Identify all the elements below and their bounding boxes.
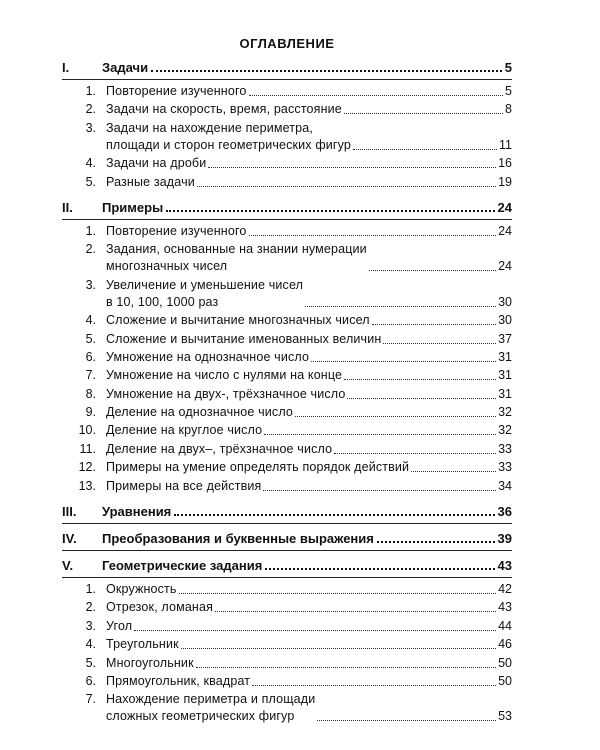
toc-entry[interactable] bbox=[62, 581, 512, 598]
section-divider bbox=[62, 550, 512, 551]
entry-number: 5. bbox=[85, 655, 96, 670]
toc-entry[interactable] bbox=[62, 618, 512, 635]
entry-title: Умножение на двух-, трёхзначное число bbox=[106, 386, 346, 401]
dot-leader bbox=[197, 186, 496, 187]
toc-entry[interactable] bbox=[62, 655, 512, 672]
toc-entry[interactable] bbox=[62, 83, 512, 100]
dot-leader bbox=[174, 514, 494, 516]
section-heading[interactable] bbox=[62, 554, 512, 573]
entry-number: 4. bbox=[85, 637, 96, 652]
section-page: 36 bbox=[497, 504, 512, 520]
toc-entry[interactable] bbox=[62, 223, 512, 240]
toc-entry[interactable] bbox=[62, 331, 512, 348]
entry-page: 32 bbox=[498, 405, 512, 420]
entry-title: Окружность bbox=[106, 582, 177, 597]
dot-leader bbox=[179, 593, 496, 594]
entry-page: 24 bbox=[498, 223, 512, 238]
entry-title: Задания, основанные на знании нумерации многозначных чисел bbox=[106, 242, 367, 274]
section-divider bbox=[62, 523, 512, 524]
entry-number: 1. bbox=[85, 84, 96, 98]
toc-section bbox=[62, 554, 512, 731]
page-title: ОГЛАВЛЕНИЕ bbox=[239, 36, 335, 51]
entry-body bbox=[106, 441, 512, 458]
entry-body bbox=[106, 618, 512, 635]
entry-page: 43 bbox=[498, 600, 512, 615]
entry-page: 34 bbox=[498, 478, 512, 493]
entry-number: 7. bbox=[85, 692, 96, 707]
entry-page: 30 bbox=[498, 294, 512, 309]
entry-body bbox=[106, 83, 512, 100]
section-title: Геометрические задания bbox=[102, 558, 263, 574]
entry-body bbox=[106, 422, 512, 439]
entry-number: 5. bbox=[85, 174, 96, 189]
entry-number: 4. bbox=[85, 156, 96, 171]
toc-entry[interactable] bbox=[62, 691, 512, 725]
entry-number: 3. bbox=[85, 277, 96, 292]
entry-title: Примеры на умение определять порядок действий bbox=[106, 460, 410, 475]
dot-leader bbox=[344, 379, 496, 380]
entry-page: 46 bbox=[498, 637, 512, 652]
section-page: 24 bbox=[497, 199, 512, 215]
entry-number: 13. bbox=[78, 478, 96, 493]
entry-title: Деление на круглое число bbox=[106, 423, 263, 438]
dot-leader bbox=[372, 324, 496, 325]
toc-entry[interactable] bbox=[62, 441, 512, 458]
toc-entry[interactable] bbox=[62, 241, 512, 275]
entry-page: 31 bbox=[498, 386, 512, 401]
entry-number: 6. bbox=[85, 349, 96, 364]
entry-number: 5. bbox=[85, 331, 96, 346]
entry-body bbox=[106, 386, 512, 403]
entry-number: 1. bbox=[85, 223, 96, 238]
entry-body bbox=[106, 655, 512, 672]
entry-body bbox=[106, 331, 512, 348]
toc-entry[interactable] bbox=[62, 478, 512, 495]
section-number: V. bbox=[62, 558, 74, 574]
section-heading[interactable] bbox=[62, 56, 512, 75]
entry-body bbox=[106, 155, 512, 172]
dot-leader bbox=[295, 416, 496, 417]
toc-entry[interactable] bbox=[62, 174, 512, 191]
entry-body bbox=[106, 404, 512, 421]
dot-leader bbox=[377, 541, 495, 543]
entry-body bbox=[106, 459, 512, 476]
entry-body bbox=[106, 223, 512, 240]
entry-page: 37 bbox=[498, 331, 512, 346]
section-title: Преобразования и буквенные выражения bbox=[102, 531, 374, 547]
entry-number: 7. bbox=[85, 368, 96, 383]
toc-sections bbox=[62, 56, 512, 731]
section-number: III. bbox=[62, 504, 77, 520]
section-page: 43 bbox=[497, 558, 512, 574]
toc-entry[interactable] bbox=[62, 386, 512, 403]
toc-entry[interactable] bbox=[62, 404, 512, 421]
toc-entry[interactable] bbox=[62, 459, 512, 476]
entry-body bbox=[106, 673, 512, 690]
entry-number: 9. bbox=[85, 405, 96, 420]
dot-leader bbox=[344, 113, 503, 114]
entry-title: Сложение и вычитание именованных величин bbox=[106, 331, 382, 346]
entry-number: 4. bbox=[85, 313, 96, 328]
entry-title: Многоугольник bbox=[106, 655, 194, 670]
entry-body bbox=[106, 174, 512, 191]
section-divider bbox=[62, 79, 512, 80]
entry-number: 3. bbox=[85, 618, 96, 633]
entry-body bbox=[106, 120, 512, 154]
entry-title: Нахождение периметра и площади сложных геометрических фигур bbox=[106, 692, 316, 724]
dot-leader bbox=[252, 685, 496, 686]
entry-number: 2. bbox=[85, 102, 96, 117]
entry-title: Умножение на однозначное число bbox=[106, 349, 310, 364]
entry-title: Отрезок, ломаная bbox=[106, 600, 213, 615]
section-heading[interactable] bbox=[62, 527, 512, 546]
entry-page: 44 bbox=[498, 618, 512, 633]
entry-number: 1. bbox=[85, 582, 96, 597]
toc-section bbox=[62, 500, 512, 524]
entry-number: 6. bbox=[85, 673, 96, 688]
entry-number: 2. bbox=[85, 600, 96, 615]
entry-number: 12. bbox=[78, 460, 96, 475]
toc-entry[interactable] bbox=[62, 349, 512, 366]
dot-leader bbox=[305, 306, 496, 307]
entry-page: 33 bbox=[498, 441, 512, 456]
entry-page: 11 bbox=[499, 137, 512, 152]
dot-leader bbox=[311, 361, 496, 362]
entry-title: Угол bbox=[106, 618, 133, 633]
dot-leader bbox=[263, 490, 496, 491]
entry-title: Сложение и вычитание многозначных чисел bbox=[106, 313, 370, 328]
dot-leader bbox=[181, 648, 496, 649]
entry-title: Задачи на дроби bbox=[106, 156, 207, 171]
section-page: 5 bbox=[504, 60, 512, 75]
dot-leader bbox=[353, 149, 497, 150]
dot-leader bbox=[334, 453, 496, 454]
entry-body bbox=[106, 367, 512, 384]
section-heading[interactable] bbox=[62, 196, 512, 215]
dot-leader bbox=[249, 95, 504, 96]
entry-title: Задачи на скорость, время, расстояние bbox=[106, 102, 342, 117]
entry-title: Примеры на все действия bbox=[106, 478, 262, 493]
entry-title: Прямоугольник, квадрат bbox=[106, 673, 251, 688]
entry-page: 31 bbox=[498, 349, 512, 364]
toc-entry[interactable] bbox=[62, 312, 512, 329]
section-number: IV. bbox=[62, 531, 77, 547]
entry-page: 31 bbox=[498, 368, 512, 383]
entry-title: Деление на однозначное число bbox=[106, 405, 294, 420]
toc-section bbox=[62, 527, 512, 551]
entry-page: 33 bbox=[498, 460, 512, 475]
entry-number: 2. bbox=[85, 242, 96, 257]
entry-title: Разные задачи bbox=[106, 174, 195, 189]
entry-body bbox=[106, 636, 512, 653]
entry-page: 42 bbox=[498, 582, 512, 597]
entry-body bbox=[106, 599, 512, 616]
entry-page: 24 bbox=[498, 259, 512, 274]
table-of-contents bbox=[62, 36, 512, 731]
entry-title: Треугольник bbox=[106, 637, 179, 652]
entry-page: 16 bbox=[498, 156, 512, 171]
entry-title: Увеличение и уменьшение чисел в 10, 100, 1000 раз bbox=[106, 277, 304, 309]
section-number: I. bbox=[62, 60, 70, 75]
dot-leader bbox=[265, 568, 494, 570]
entry-title: Деление на двух–, трёхзначное число bbox=[106, 441, 333, 456]
toc-section bbox=[62, 196, 512, 500]
section-title: Уравнения bbox=[102, 504, 172, 520]
entry-page: 30 bbox=[498, 313, 512, 328]
entry-page: 50 bbox=[498, 655, 512, 670]
dot-leader bbox=[249, 235, 497, 236]
dot-leader bbox=[215, 611, 496, 612]
toc-entry[interactable] bbox=[62, 636, 512, 653]
entry-body bbox=[106, 691, 512, 725]
dot-leader bbox=[347, 398, 496, 399]
entry-body bbox=[106, 277, 512, 311]
dot-leader bbox=[151, 70, 502, 72]
entry-number: 3. bbox=[85, 120, 96, 135]
entry-page: 8 bbox=[505, 102, 512, 117]
dot-leader bbox=[208, 167, 496, 168]
dot-leader bbox=[166, 210, 494, 212]
entry-number: 8. bbox=[85, 386, 96, 401]
entry-page: 5 bbox=[505, 84, 512, 98]
toc-entry[interactable] bbox=[62, 101, 512, 118]
entry-body bbox=[106, 312, 512, 329]
section-page: 39 bbox=[497, 531, 512, 547]
section-number: II. bbox=[62, 199, 73, 215]
dot-leader bbox=[383, 343, 496, 344]
entry-body bbox=[106, 241, 512, 275]
dot-leader bbox=[196, 667, 496, 668]
entry-title: Повторение изученного bbox=[106, 84, 247, 98]
dot-leader bbox=[317, 720, 496, 721]
section-divider bbox=[62, 219, 512, 220]
entry-body bbox=[106, 349, 512, 366]
toc-entry[interactable] bbox=[62, 367, 512, 384]
dot-leader bbox=[264, 434, 496, 435]
toc-entry[interactable] bbox=[62, 422, 512, 439]
entry-page: 19 bbox=[498, 174, 512, 189]
dot-leader bbox=[369, 270, 496, 271]
toc-entry[interactable] bbox=[62, 277, 512, 311]
toc-entry[interactable] bbox=[62, 673, 512, 690]
entry-page: 32 bbox=[498, 423, 512, 438]
section-title: Задачи bbox=[102, 60, 149, 75]
entry-body bbox=[106, 581, 512, 598]
dot-leader bbox=[411, 471, 496, 472]
section-heading[interactable] bbox=[62, 500, 512, 519]
entry-page: 53 bbox=[498, 709, 512, 724]
toc-entry[interactable] bbox=[62, 599, 512, 616]
toc-section bbox=[62, 56, 512, 196]
entry-title: Умножение на число с нулями на конце bbox=[106, 368, 343, 383]
entry-body bbox=[106, 101, 512, 118]
dot-leader bbox=[134, 630, 496, 631]
section-spacer bbox=[62, 727, 512, 731]
entry-number: 11. bbox=[79, 441, 96, 456]
entry-page: 50 bbox=[498, 673, 512, 688]
entry-number: 10. bbox=[78, 423, 96, 438]
entry-title: Повторение изученного bbox=[106, 223, 247, 238]
toc-entry[interactable] bbox=[62, 120, 512, 154]
section-title: Примеры bbox=[102, 199, 164, 215]
toc-entry[interactable] bbox=[62, 155, 512, 172]
entry-title: Задачи на нахождение периметра, площади и сторон геометрических фигур bbox=[106, 120, 351, 152]
section-divider bbox=[62, 577, 512, 578]
entry-body bbox=[106, 478, 512, 495]
